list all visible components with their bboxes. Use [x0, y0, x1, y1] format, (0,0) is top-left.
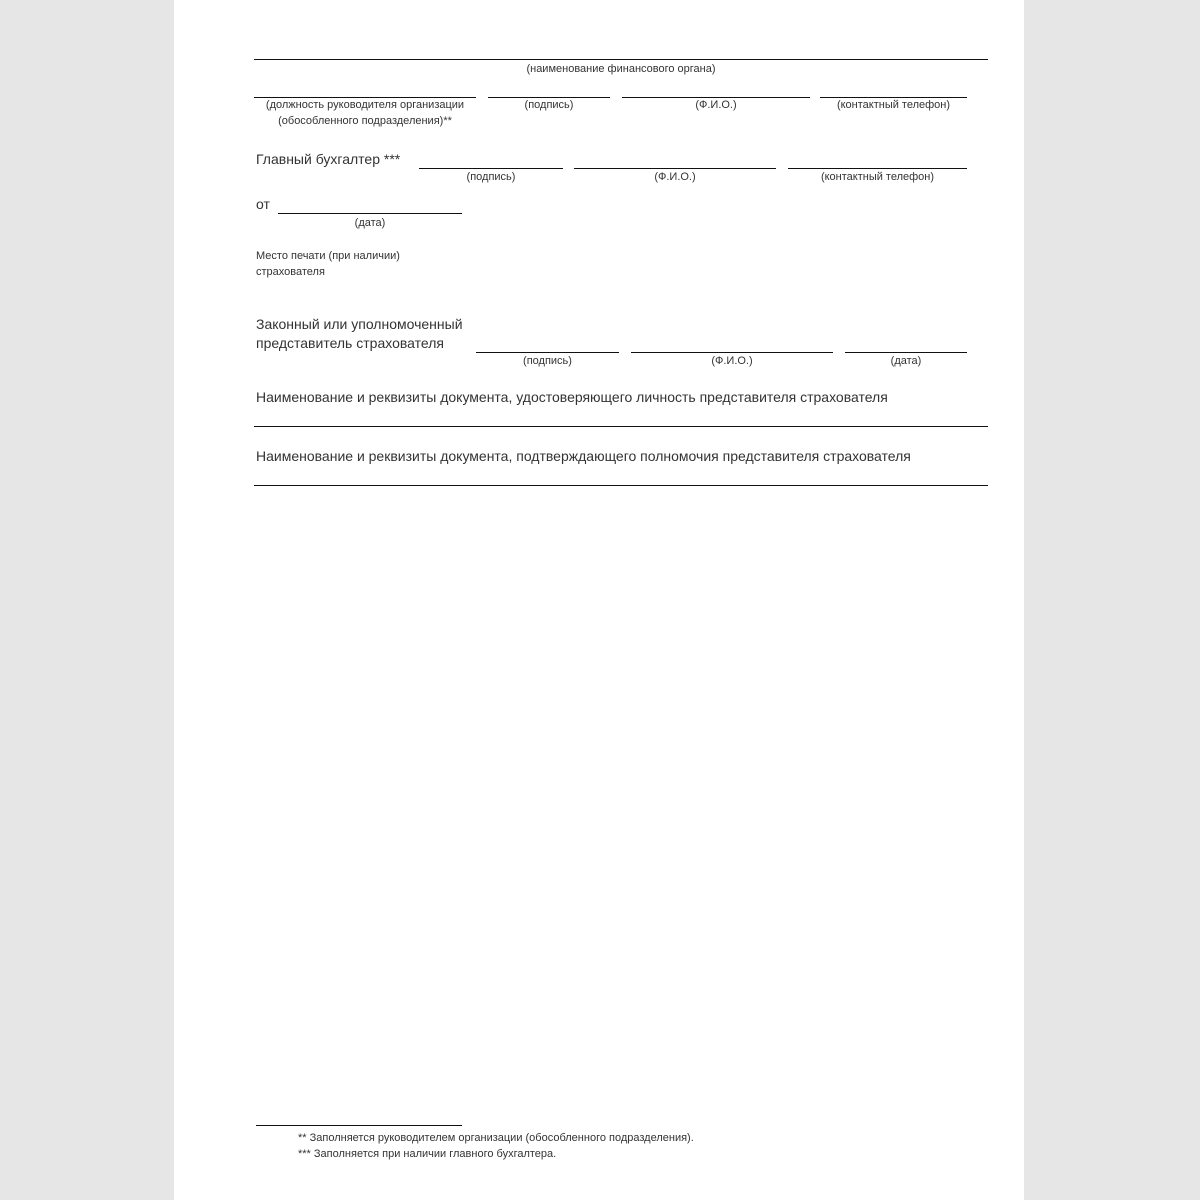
accountant-signature-caption: (подпись): [466, 171, 516, 183]
head-phone-caption: (контактный телефон): [836, 99, 951, 111]
date-caption: (дата): [354, 217, 386, 229]
accountant-signature-line[interactable]: [419, 168, 563, 169]
representative-date-line[interactable]: [845, 352, 967, 353]
representative-label-2: представитель страхователя: [256, 335, 444, 351]
document-page: [174, 0, 1024, 1200]
footnote-2: ** Заполняется руководителем организации (обособленного подразделения).: [298, 1132, 694, 1144]
footnote-separator: [256, 1125, 462, 1126]
identity-document-line[interactable]: [254, 426, 988, 427]
date-line[interactable]: [278, 213, 462, 214]
head-fio-caption: (Ф.И.О.): [695, 99, 737, 111]
representative-fio-caption: (Ф.И.О.): [711, 355, 753, 367]
representative-signature-line[interactable]: [476, 352, 619, 353]
head-signature-caption: (подпись): [524, 99, 574, 111]
head-position-line[interactable]: [254, 97, 476, 98]
representative-fio-line[interactable]: [631, 352, 833, 353]
representative-label-1: Законный или уполномоченный: [256, 316, 463, 332]
accountant-phone-caption: (контактный телефон): [820, 171, 935, 183]
authority-document-label: Наименование и реквизиты документа, подтверждающего полномочия представителя страхователя: [256, 448, 911, 464]
stamp-place-label-1: Место печати (при наличии): [256, 250, 400, 262]
representative-signature-caption: (подпись): [523, 355, 572, 367]
head-signature-line[interactable]: [488, 97, 610, 98]
accountant-phone-line[interactable]: [788, 168, 967, 169]
accountant-fio-line[interactable]: [574, 168, 776, 169]
representative-date-caption: (дата): [890, 355, 922, 367]
authority-document-line[interactable]: [254, 485, 988, 486]
chief-accountant-label: Главный бухгалтер ***: [256, 151, 401, 167]
head-position-caption-2: (обособленного подразделения)**: [278, 115, 452, 127]
head-fio-line[interactable]: [622, 97, 810, 98]
head-position-caption-1: (должность руководителя организации: [265, 99, 465, 111]
finance-org-line[interactable]: [254, 59, 988, 60]
footnote-3: *** Заполняется при наличии главного бухгалтера.: [298, 1148, 557, 1160]
head-phone-line[interactable]: [820, 97, 967, 98]
identity-document-label: Наименование и реквизиты документа, удостоверяющего личность представителя страхователя: [256, 389, 888, 405]
finance-org-caption: (наименование финансового органа): [526, 63, 716, 75]
stamp-place-label-2: страхователя: [256, 266, 325, 278]
accountant-fio-caption: (Ф.И.О.): [654, 171, 696, 183]
from-label: от: [256, 196, 270, 212]
